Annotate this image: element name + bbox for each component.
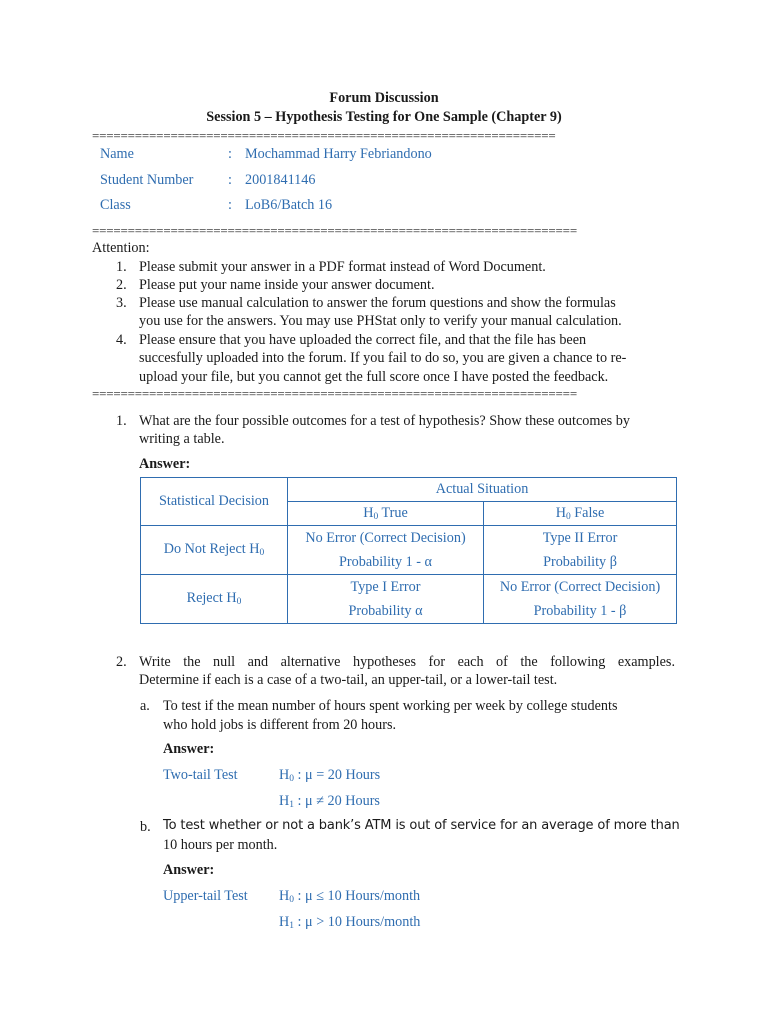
attention-item-text: you use for the answers. You may use PHStat only to verify your manual calculation. [139,313,622,329]
doc-title: Forum Discussion [329,90,439,106]
q2b-text: To test whether or not a bank’s ATM is out of service for an average of more than [163,818,680,833]
table-cell: Type I Error Probability α [288,575,484,624]
attention-item-num: 3. [116,295,127,311]
attention-item-text: Please ensure that you have uploaded the correct file, and that the file has been [139,332,587,348]
q2a-answer-label: Answer: [163,741,215,757]
attention-item-text: upload your file, but you cannot get the full score once I have posted the feedback. [139,369,609,385]
name-label: Name [100,146,134,162]
q2-text: Write the null and alternative hypotheses for each of the following examples. [139,654,675,670]
q2b-test-type: Upper-tail Test [163,888,248,904]
q2b-alt-hypothesis: $H_1$ : μ > 10 Hours/month [279,914,421,931]
q1-text: What are the four possible outcomes for a test of hypothesis? Show these outcomes by [139,413,630,429]
separator-bottom: ==================================================================== [92,386,577,401]
reject-row-header: Reject $H_0$ [141,575,288,624]
h0-true-header: $H_0$ True [288,502,484,526]
q2-number: 2. [116,654,127,670]
attention-item-text: Please put your name inside your answer document. [139,277,435,293]
attention-item-text: Please submit your answer in a PDF format instead of Word Document. [139,259,546,275]
separator-top: ================================================================= [92,128,556,143]
attention-item-num: 4. [116,332,127,348]
q2b-answer-label: Answer: [163,862,215,878]
doc-subtitle: Session 5 – Hypothesis Testing for One Sample (Chapter 9) [206,109,562,125]
attention-item-num: 1. [116,259,127,275]
class-colon: : [228,197,232,213]
q1-answer-label: Answer: [139,456,191,472]
q2b-text: 10 hours per month. [163,837,278,853]
class-label: Class [100,197,131,213]
class-value: LoB6/Batch 16 [245,197,333,213]
q2a-text: To test if the mean number of hours spent working per week by college students [163,698,618,714]
table-cell: Type II Error Probability β [484,526,677,575]
q1-number: 1. [116,413,127,429]
outcomes-table [140,477,677,624]
q2-text: Determine if each is a case of a two-tail, an upper-tail, or a lower-tail test. [139,672,558,688]
attention-heading: Attention: [92,240,150,256]
student-number-colon: : [228,172,232,188]
q2a-null-hypothesis: $H_0$ : μ = 20 Hours [279,767,381,784]
student-number-label: Student Number [100,172,194,188]
name-value: Mochammad Harry Febriandono [245,146,432,162]
actual-situation-header: Actual Situation [288,478,677,502]
attention-item-num: 2. [116,277,127,293]
stat-decision-header: Statistical Decision [141,478,288,526]
q1-text: writing a table. [139,431,225,447]
table-cell: No Error (Correct Decision) Probability 1 - α [288,526,484,575]
q2a-test-type: Two-tail Test [163,767,238,783]
h0-false-header: $H_0$ False [484,502,677,526]
q2b-null-hypothesis: $H_0$ : μ ≤ 10 Hours/month [279,888,421,905]
student-number-value: 2001841146 [245,172,316,188]
q2a-alt-hypothesis: $H_1$ : μ ≠ 20 Hours [279,793,380,810]
attention-item-text: succesfully uploaded into the forum. If you fail to do so, you are given a chance to re- [139,350,627,366]
attention-item-text: Please use manual calculation to answer the forum questions and show the formulas [139,295,616,311]
separator-mid: ==================================================================== [92,223,577,238]
q2b-letter: b. [140,819,151,835]
q2a-letter: a. [140,698,150,714]
name-colon: : [228,146,232,162]
table-cell: No Error (Correct Decision) Probability 1 - β [484,575,677,624]
q2a-text: who hold jobs is different from 20 hours. [163,717,397,733]
do-not-reject-row-header: Do Not Reject $H_0$ [141,526,288,575]
